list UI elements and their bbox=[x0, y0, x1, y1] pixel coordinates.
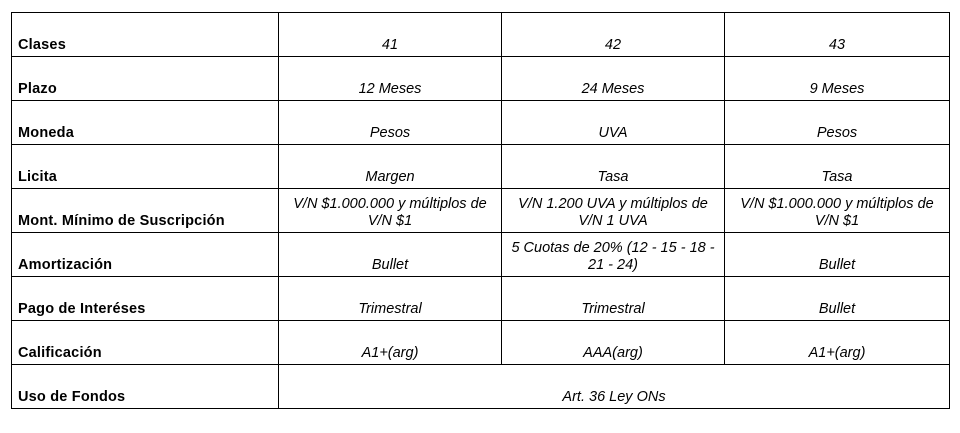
cell-value-merged: Art. 36 Ley ONs bbox=[279, 365, 950, 409]
row-label: Mont. Mínimo de Suscripción bbox=[12, 189, 279, 233]
cell-value: Bullet bbox=[279, 233, 502, 277]
cell-value: Bullet bbox=[725, 233, 950, 277]
cell-value: Tasa bbox=[502, 145, 725, 189]
cell-value: Bullet bbox=[725, 277, 950, 321]
row-label: Clases bbox=[12, 13, 279, 57]
cell-value: V/N $1.000.000 y múltiplos de V/N $1 bbox=[725, 189, 950, 233]
row-label: Amortización bbox=[12, 233, 279, 277]
cell-value: Pesos bbox=[279, 101, 502, 145]
cell-value: V/N 1.200 UVA y múltiplos de V/N 1 UVA bbox=[502, 189, 725, 233]
cell-value: UVA bbox=[502, 101, 725, 145]
table-row-licita bbox=[12, 145, 950, 189]
cell-value: AAA(arg) bbox=[502, 321, 725, 365]
table-row-clases bbox=[12, 13, 950, 57]
cell-clase-42: 42 bbox=[502, 13, 725, 57]
cell-value: A1+(arg) bbox=[725, 321, 950, 365]
bond-terms-table bbox=[11, 12, 950, 409]
row-label: Licita bbox=[12, 145, 279, 189]
cell-value: 24 Meses bbox=[502, 57, 725, 101]
table-row-moneda bbox=[12, 101, 950, 145]
cell-value: Tasa bbox=[725, 145, 950, 189]
row-label: Pago de Interéses bbox=[12, 277, 279, 321]
cell-value: Margen bbox=[279, 145, 502, 189]
row-label: Calificación bbox=[12, 321, 279, 365]
table-row-monto-minimo bbox=[12, 189, 950, 233]
cell-value: V/N $1.000.000 y múltiplos de V/N $1 bbox=[279, 189, 502, 233]
cell-value: 12 Meses bbox=[279, 57, 502, 101]
table-row-uso-de-fondos bbox=[12, 365, 950, 409]
cell-clase-43: 43 bbox=[725, 13, 950, 57]
row-label: Plazo bbox=[12, 57, 279, 101]
cell-value: 5 Cuotas de 20% (12 - 15 - 18 - 21 - 24) bbox=[502, 233, 725, 277]
cell-value: Trimestral bbox=[502, 277, 725, 321]
cell-value: Pesos bbox=[725, 101, 950, 145]
cell-value: 9 Meses bbox=[725, 57, 950, 101]
table-row-plazo bbox=[12, 57, 950, 101]
table-row-pago-intereses bbox=[12, 277, 950, 321]
row-label: Uso de Fondos bbox=[12, 365, 279, 409]
cell-value: A1+(arg) bbox=[279, 321, 502, 365]
row-label: Moneda bbox=[12, 101, 279, 145]
table-row-calificacion bbox=[12, 321, 950, 365]
table-row-amortizacion bbox=[12, 233, 950, 277]
cell-value: Trimestral bbox=[279, 277, 502, 321]
cell-clase-41: 41 bbox=[279, 13, 502, 57]
